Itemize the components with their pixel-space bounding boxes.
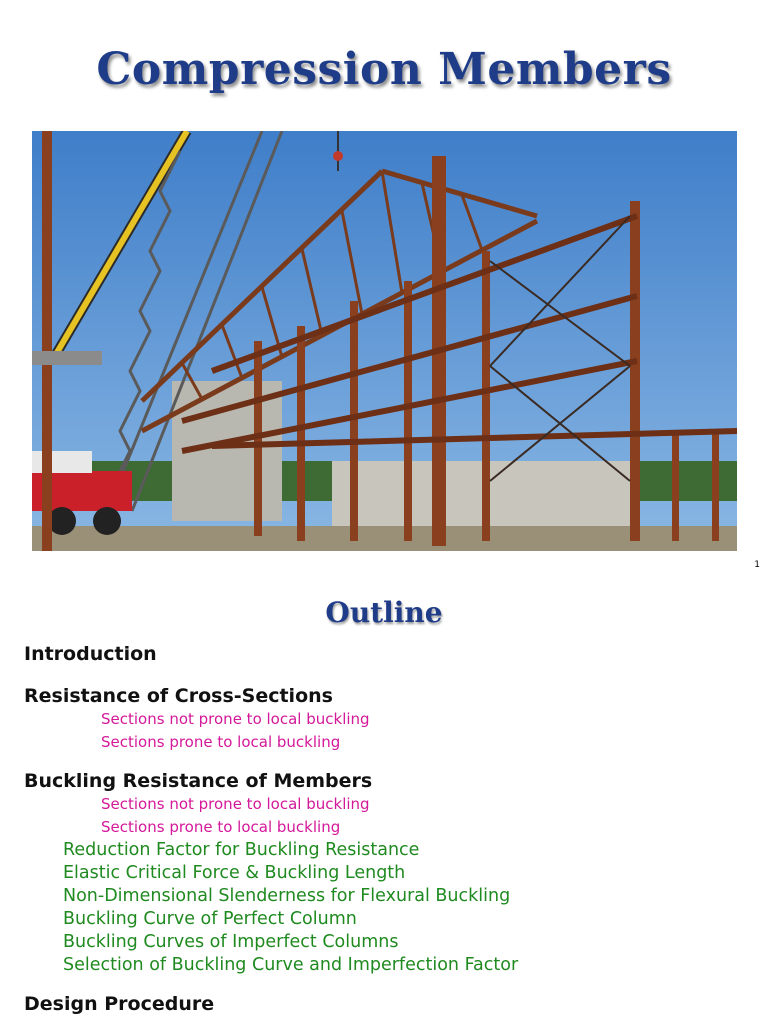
outline-subitem: Sections prone to local buckling xyxy=(101,818,341,836)
slide-title: Compression Members xyxy=(96,44,672,95)
outline-item: Non-Dimensional Slenderness for Flexural Buckling xyxy=(63,886,511,906)
outline-heading: Introduction xyxy=(24,643,157,665)
outline-heading: Design Procedure xyxy=(24,993,215,1015)
construction-photo xyxy=(32,131,737,551)
page-number: 1 xyxy=(754,560,760,570)
outline-item: Reduction Factor for Buckling Resistance xyxy=(63,840,420,860)
outline-heading: Resistance of Cross-Sections xyxy=(24,685,333,707)
outline-item: Buckling Curves of Imperfect Columns xyxy=(63,932,399,952)
outline-subitem: Sections not prone to local buckling xyxy=(101,710,370,728)
outline-heading: Buckling Resistance of Members xyxy=(24,770,373,792)
outline-item: Elastic Critical Force & Buckling Length xyxy=(63,863,406,883)
slide-2 xyxy=(0,576,768,1024)
outline-title: Outline xyxy=(325,596,443,629)
outline-item: Selection of Buckling Curve and Imperfection Factor xyxy=(63,955,519,975)
outline-item: Buckling Curve of Perfect Column xyxy=(63,909,357,929)
outline-subitem: Sections not prone to local buckling xyxy=(101,795,370,813)
outline-subitem: Sections prone to local buckling xyxy=(101,733,341,751)
